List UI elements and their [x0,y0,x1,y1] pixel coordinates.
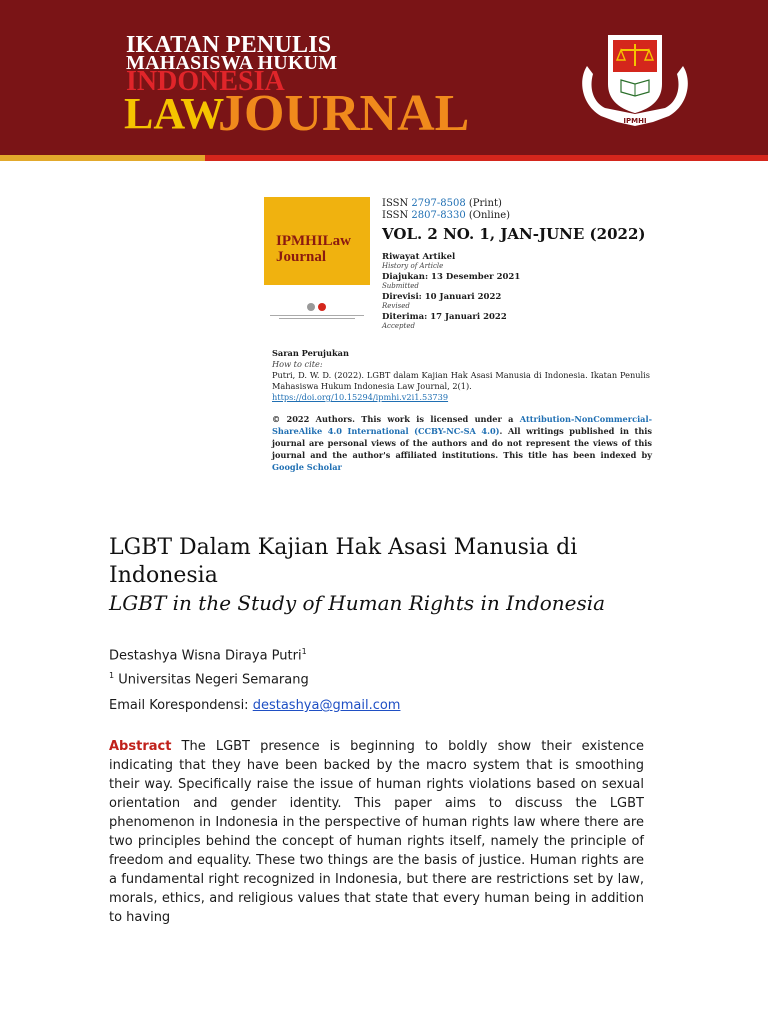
email-line [109,696,400,716]
revised-sub: Revised [382,302,410,310]
emblem-label: IPMHI [623,117,647,125]
brand-line-2: MAHASISWA HUKUM [126,52,338,74]
issn-online-line: ISSN 2807-8330 (Online) [382,210,511,221]
affiliation: Universitas Negeri Semarang [118,672,309,688]
license-notice [272,413,652,473]
cover-title [276,233,351,265]
banner-strip-red [205,155,768,161]
ipmhi-emblem-icon [573,22,697,134]
journal-banner [0,0,768,157]
submitted-sub: Submitted [382,282,419,290]
abstract-text: The LGBT presence is beginning to boldly show their existence indicating that they have been backed by the macro system that is smoothing their way. Specifically raise the issue of human rights violations based on sexual orientation and gender identity. This paper aims to discuss the LGBT phenomenon in Indonesia in the perspective of human rights law where there are two principles behind the concept of human rights itself, namely the principle of freedom and equality. These two things are the basis of justice. Human rights are a fundamental right recognized in Indonesia, but there are restrictions set by law, morals, ethics, and religious values that state that every human being in addition to having [109,739,644,925]
issn-online-link[interactable]: 2807-8330 [411,210,466,221]
license-middle: . All writings published in this journal are personal views of the authors and do not represent the views of this journal and the author's affiliated institutions. This title has been indexed by [272,426,653,460]
license-prefix: © 2022 Authors. This work is licensed under a [272,414,514,424]
issn-print-link[interactable]: 2797-8508 [411,198,466,209]
brand-journal: JOURNAL [218,85,470,142]
affiliation-line [109,666,309,690]
article-title: LGBT Dalam Kajian Hak Asasi Manusia di Indonesia [109,535,578,588]
cover-logos-icon [306,301,328,313]
author-name: Destashya Wisna Diraya Putri [109,648,302,664]
article-meta [382,198,662,331]
revised-date: Direvisi: 10 Januari 2022 [382,292,502,302]
article-subtitle: LGBT in the Study of Human Rights in Indonesia [109,591,606,615]
license-link[interactable]: Attribution-NonCommercial-ShareAlike 4.0 International (CCBY-NC-SA 4.0) [272,414,652,436]
banner-strip-gold [0,155,205,161]
abstract-label: Abstract [109,739,172,754]
author-mark: 1 [301,647,307,656]
email-label: Email Korespondensi: [109,698,249,713]
accepted-date: Diterima: 17 Januari 2022 [382,312,507,322]
cover-footer-lines [270,315,364,329]
volume-heading: VOL. 2 NO. 1, JAN-JUNE (2022) [382,225,646,243]
author-line [109,642,309,666]
doi-link[interactable]: https://doi.org/10.15294/ipmhi.v2i1.53739 [272,392,449,402]
email-link[interactable]: destashya@gmail.com [252,698,401,713]
brand-line-1: IKATAN PENULIS [126,32,332,58]
history-sub: History of Article [382,262,444,270]
history-label: Riwayat Artikel [382,252,456,262]
issn-print-line: ISSN 2797-8508 (Print) [382,198,502,209]
google-scholar-link[interactable]: Google Scholar [272,462,342,472]
cite-label: Saran Perujukan [272,348,349,358]
brand-line-3: INDONESIA [126,66,285,97]
author-block [109,642,309,691]
cover-title-line-2: Journal [276,249,327,265]
cover-title-line-1: IPMHILaw [276,233,351,249]
cite-sub: How to cite: [272,359,323,369]
cite-text: Putri, D. W. D. (2022). LGBT dalam Kajian Hak Asasi Manusia di Indonesia. Ikatan Penulis Mahasiswa Hukum Indonesia Law Journal, 2(1). [272,370,650,391]
abstract [109,737,644,927]
affiliation-mark: 1 [109,671,115,681]
journal-cover-thumbnail [264,197,370,337]
submitted-date: Diajukan: 13 Desember 2021 [382,272,521,282]
accepted-sub: Accepted [382,322,415,330]
brand-law: LAW [124,89,225,138]
how-to-cite [272,348,650,403]
